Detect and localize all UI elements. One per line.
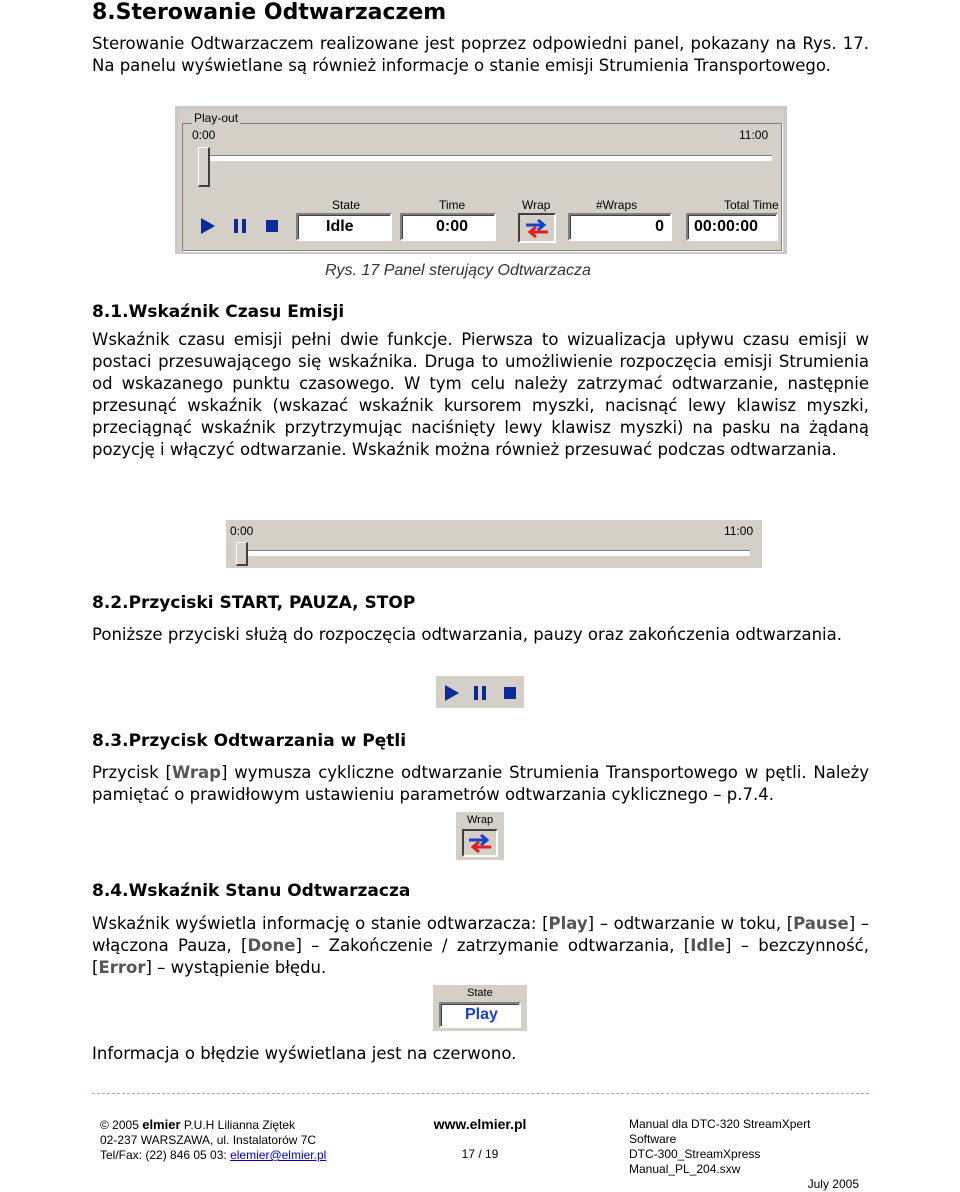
state-figure-label: State [467, 987, 493, 999]
stop-icon[interactable] [502, 685, 518, 701]
time-label: Time [439, 198, 466, 212]
slider-end-label: 11:00 [724, 524, 754, 538]
footer-divider [92, 1093, 869, 1094]
slider-start-label: 0:00 [230, 524, 254, 538]
player-panel [175, 106, 787, 254]
section-8-4-title: 8.4.Wskaźnik Stanu Odtwarzacza [92, 881, 411, 901]
total-time-display: 00:00:00 [686, 213, 778, 241]
wrap-figure-label: Wrap [467, 814, 494, 826]
play-icon[interactable] [444, 684, 460, 702]
time-slider-figure [226, 520, 762, 568]
page-number: 17 / 19 [461, 1147, 499, 1161]
wraps-label: #Wraps [596, 198, 638, 212]
playout-slider-thumb[interactable] [198, 147, 210, 187]
section-8-title: 8.Sterowanie Odtwarzaczem [92, 0, 447, 25]
wrap-button[interactable] [462, 829, 498, 857]
wrap-button[interactable] [518, 213, 556, 243]
section-8-3-body: Przycisk [Wrap] wymusza cykliczne odtwarzanie Strumienia Transportowego w pętli. Należy pamiętać o prawidłowym ustawieniu parametrów odtwarzania cyklicznego – p.7.4. [92, 763, 869, 804]
playout-slider-track[interactable] [198, 155, 772, 161]
footer-right: Manual dla DTC-320 StreamXpert Software DTC-300_StreamXpress Manual_PL_204.sxw July 2005 [629, 1117, 859, 1191]
time-slider-track[interactable] [236, 550, 750, 556]
total-time-label: Total Time [724, 198, 779, 212]
pause-icon[interactable] [472, 684, 488, 702]
figure-17-caption: Rys. 17 Panel sterujący Odtwarzacza [325, 262, 591, 279]
state-figure-display: Play [439, 1002, 521, 1028]
state-display: Idle [296, 213, 392, 241]
section-8-1-title: 8.1.Wskaźnik Czasu Emisji [92, 302, 345, 322]
section-8-1-body: Wskaźnik czasu emisji pełni dwie funkcje. Pierwsza to wizualizacja upływu czasu emisji w postaci przesuwającego się wskaźnika. Druga to umożliwienie rozpoczęcia emisji Strumienia od wskazanego punktu czasowego. W tym celu należy zatrzymać odtwarzanie, następnie przesunąć wskaźnik (wskazać wskaźnik kursorem myszki, nacisnąć lewy klawisz myszki, przeciągnąć wskaźnik przytrzymując naciśnięty lewy klawisz myszki) na pasku na żądaną pozycję i włączyć odtwarzanie. Wskaźnik można również przesuwać podczas odtwarzania. [92, 330, 869, 459]
section-8-2-body: Poniższe przyciski służą do rozpoczęcia odtwarzania, pauzy oraz zakończenia odtwarzania. [92, 625, 842, 644]
footer-center [432, 1117, 528, 1162]
wrap-icon [466, 832, 494, 854]
error-note: Informacja o błędzie wyświetlana jest na czerwono. [92, 1044, 517, 1063]
wrap-label: Wrap [522, 198, 551, 212]
footer-website[interactable]: www.elmier.pl [433, 1116, 527, 1132]
state-label: State [332, 198, 361, 212]
pause-icon[interactable] [232, 217, 248, 235]
time-end-label: 11:00 [739, 128, 769, 142]
wrap-figure [456, 812, 504, 860]
section-8-2-title: 8.2.Przyciski START, PAUZA, STOP [92, 593, 416, 613]
footer-left: © 2005 elmier P.U.H Lilianna Ziętek 02-237 WARSZAWA, ul. Instalatorów 7C Tel/Fax: (22) 846 05 03: elemier@elmier.pl [100, 1117, 327, 1162]
section-8-3-title: 8.3.Przycisk Odtwarzania w Pętli [92, 731, 407, 751]
footer-email-link[interactable]: elemier@elmier.pl [230, 1148, 327, 1162]
time-display: 0:00 [400, 213, 496, 241]
time-slider-thumb[interactable] [236, 542, 248, 566]
wrap-tag: Wrap [171, 763, 221, 782]
transport-buttons-figure [436, 676, 524, 708]
stop-icon[interactable] [264, 218, 280, 234]
wrap-icon [523, 217, 551, 239]
section-8-intro: Sterowanie Odtwarzaczem realizowane jest poprzez odpowiedni panel, pokazany na Rys. 17. Na panelu wyświetlane są również informacje o stanie emisji Strumienia Transportowego. [92, 34, 869, 75]
section-8-4-body: Wskaźnik wyświetla informację o stanie odtwarzacza: [Play] – odtwarzanie w toku, [Pause] – włączona Pauza, [Done] – Zakończenie / zatrzymanie odtwarzania, [Idle] – bezczynność, [Error] – wystąpienie błędu. [92, 914, 870, 977]
play-icon[interactable] [200, 217, 216, 235]
time-start-label: 0:00 [192, 128, 216, 142]
playout-group-label: Play-out [194, 111, 239, 125]
wraps-display: 0 [568, 213, 672, 241]
state-figure [433, 985, 527, 1031]
